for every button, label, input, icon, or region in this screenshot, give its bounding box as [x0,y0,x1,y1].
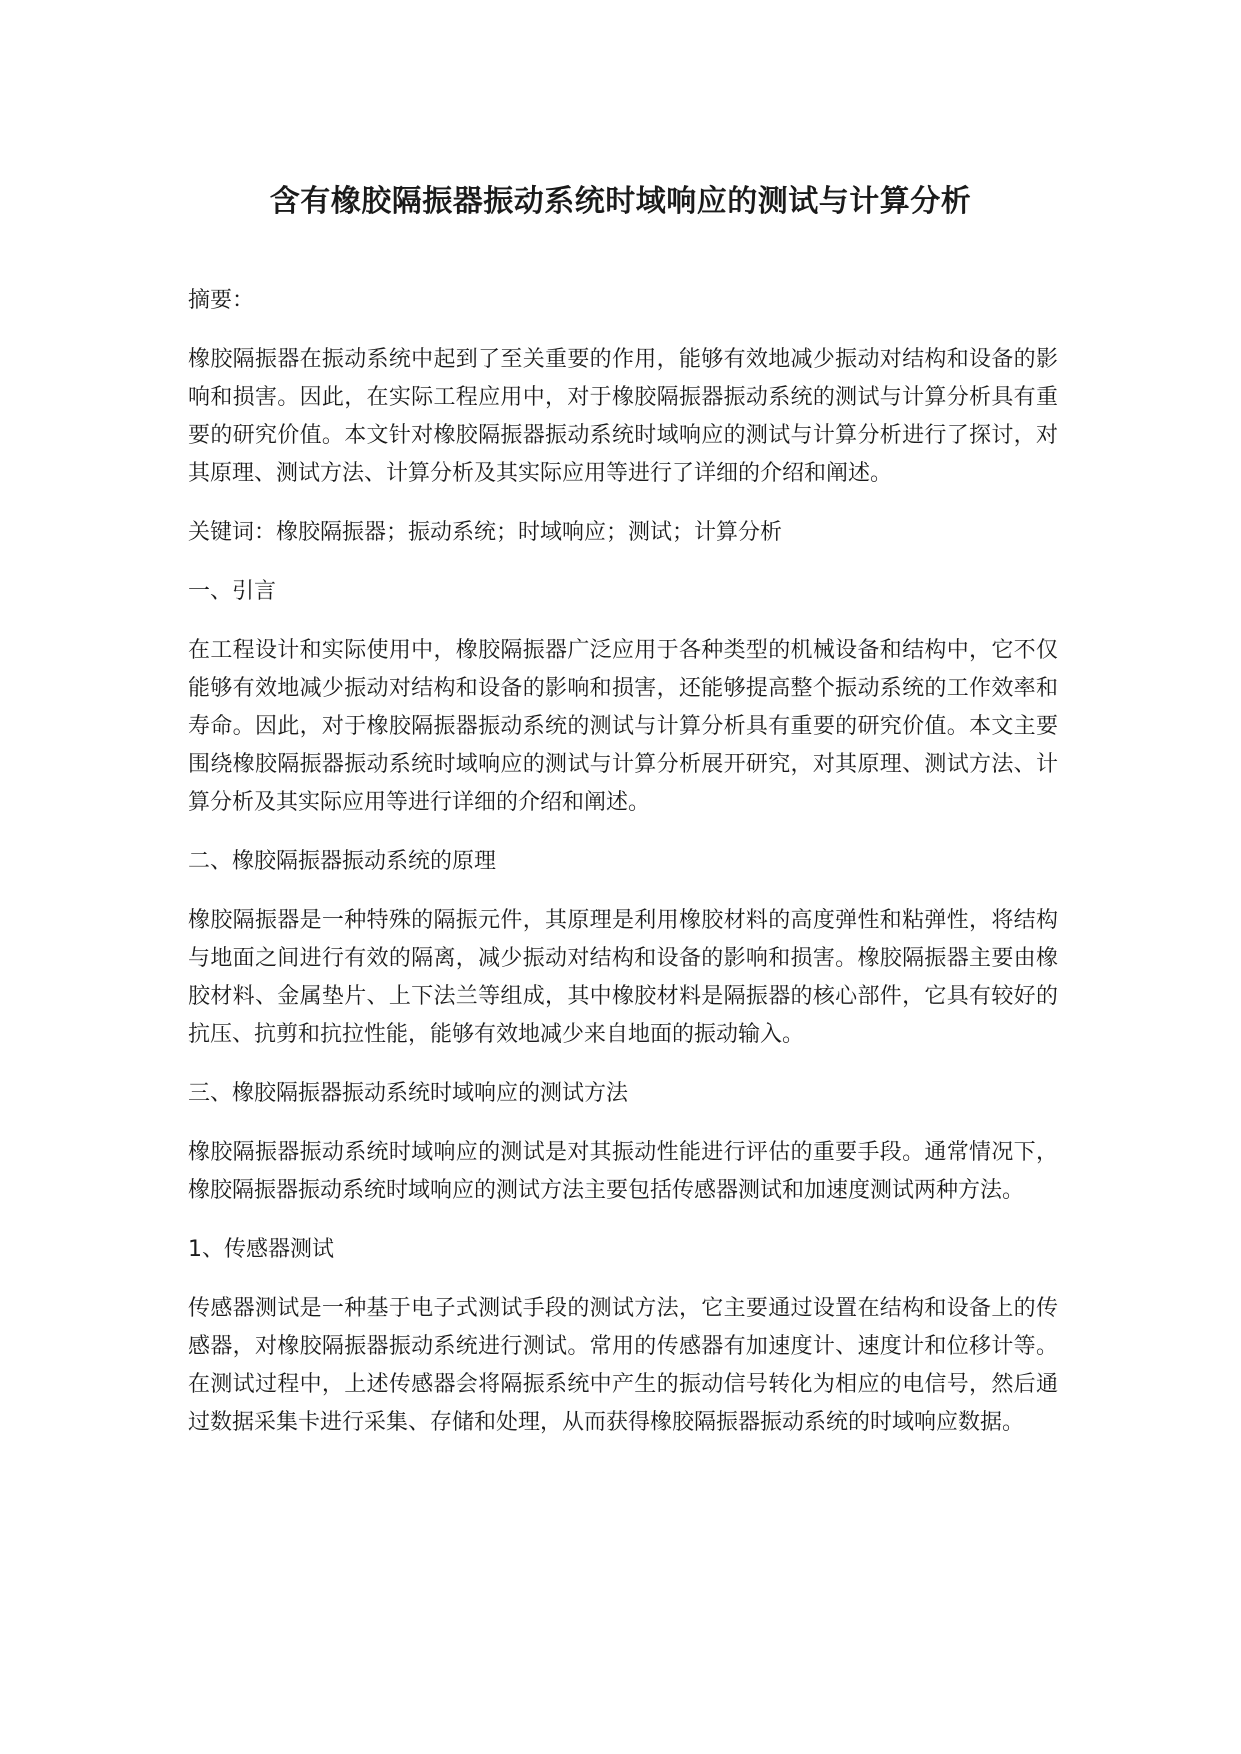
document-body [188,282,1058,1463]
section-paragraph-test-methods: 橡胶隔振器振动系统时域响应的测试是对其振动性能进行评估的重要手段。通常情况下，橡胶隔振器振动系统时域响应的测试方法主要包括传感器测试和加速度测试两种方法。 [188,1140,1058,1203]
abstract-paragraph: 橡胶隔振器在振动系统中起到了至关重要的作用，能够有效地减少振动对结构和设备的影响和损害。因此，在实际工程应用中，对于橡胶隔振器振动系统的测试与计算分析具有重要的研究价值。本文针对橡胶隔振器振动系统时域响应的测试与计算分析进行了探讨，对其原理、测试方法、计算分析及其实际应用等进行了详细的介绍和阐述。 [188,347,1058,486]
section-heading-test-methods: 三、橡胶隔振器振动系统时域响应的测试方法 [188,1081,629,1106]
section-heading-principle: 二、橡胶隔振器振动系统的原理 [188,849,497,874]
section-paragraph-principle: 橡胶隔振器是一种特殊的隔振元件，其原理是利用橡胶材料的高度弹性和粘弹性，将结构与地面之间进行有效的隔离，减少振动对结构和设备的影响和损害。橡胶隔振器主要由橡胶材料、金属垫片、上下法兰等组成，其中橡胶材料是隔振器的核心部件，它具有较好的抗压、抗剪和抗拉性能，能够有效地减少来自地面的振动输入。 [188,908,1058,1047]
subsection-heading-sensor-test: 1、传感器测试 [188,1237,334,1262]
keywords-line: 关键词：橡胶隔振器；振动系统；时域响应；测试；计算分析 [188,520,783,545]
abstract-label: 摘要： [188,288,255,313]
subsection-paragraph-sensor-test: 传感器测试是一种基于电子式测试手段的测试方法，它主要通过设置在结构和设备上的传感器，对橡胶隔振器振动系统进行测试。常用的传感器有加速度计、速度计和位移计等。在测试过程中，上述传感器会将隔振系统中产生的振动信号转化为相应的电信号，然后通过数据采集卡进行采集、存储和处理，从而获得橡胶隔振器振动系统的时域响应数据。 [188,1296,1058,1435]
section-paragraph-introduction: 在工程设计和实际使用中，橡胶隔振器广泛应用于各种类型的机械设备和结构中，它不仅能够有效地减少振动对结构和设备的影响和损害，还能够提高整个振动系统的工作效率和寿命。因此，对于橡胶隔振器振动系统的测试与计算分析具有重要的研究价值。本文主要围绕橡胶隔振器振动系统时域响应的测试与计算分析展开研究，对其原理、测试方法、计算分析及其实际应用等进行详细的介绍和阐述。 [188,638,1058,815]
section-heading-introduction: 一、引言 [188,579,277,604]
document-title: 含有橡胶隔振器振动系统时域响应的测试与计算分析 [269,184,972,219]
